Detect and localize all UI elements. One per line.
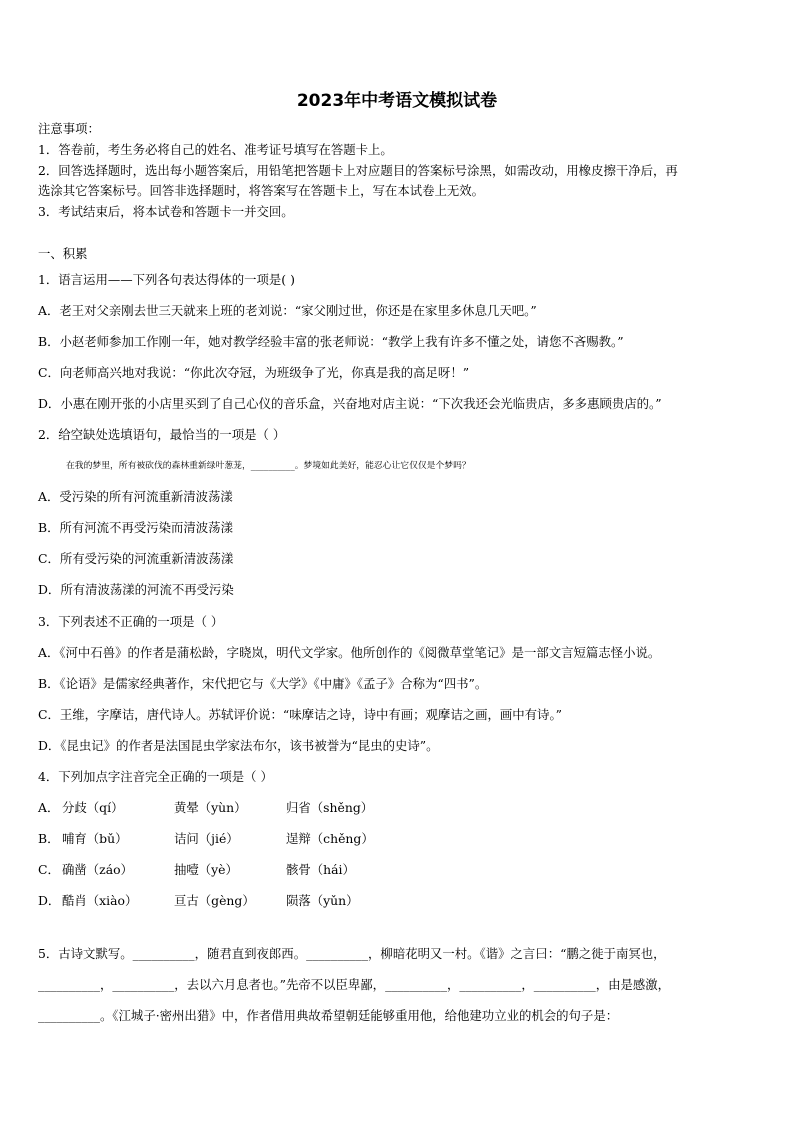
question-1-option-c: C．向老师高兴地对我说：“你此次夺冠，为班级争了光，你真是我的高足呀！”	[38, 365, 470, 380]
question-2-option-a: A．受污染的所有河流重新清波荡漾	[38, 489, 233, 504]
option-word: 亘古（gèng）	[174, 893, 255, 908]
question-5-line: 5．古诗文默写。__________，随君直到夜郎西。__________，柳暗花明又一村。《谐》之言曰：“鹏之徙于南冥也，	[38, 946, 666, 961]
option-word: 抽噎（yè）	[174, 862, 238, 877]
option-letter: A．	[38, 800, 60, 815]
question-3-option-b: B．《论语》是儒家经典著作，宋代把它与《大学》《中庸》《孟子》合称为“四书”。	[38, 676, 488, 691]
notice-item: 2．回答选择题时，选出每小题答案后，用铅笔把答题卡上对应题目的答案标号涂黑，如需改动，用橡皮擦干净后，再	[38, 163, 678, 178]
option-word: 诘问（jié）	[174, 831, 239, 846]
notice-item: 3．考试结束后，将本试卷和答题卡一并交回。	[38, 204, 294, 219]
option-letter: B．	[38, 831, 60, 846]
question-2-stem: 2．给空缺处选填语句，最恰当的一项是（ ）	[38, 427, 286, 442]
option-word: 骸骨（hái）	[286, 862, 355, 877]
section-heading: 一、积累	[38, 246, 88, 261]
question-5-line: __________。《江城子·密州出猎》中，作者借用典故希望朝廷能够重用他，给他建功立业的机会的句子是：	[38, 1008, 619, 1023]
question-2-option-c: C．所有受污染的河流重新清波荡漾	[38, 551, 234, 566]
question-1-option-d: D．小惠在刚开张的小店里买到了自己心仪的音乐盒，兴奋地对店主说：“下次我还会光临贵店，多多惠顾贵店的。”	[38, 396, 662, 411]
option-word: 逞辩（chěng）	[286, 831, 374, 846]
option-word: 哺育（bǔ）	[62, 831, 128, 846]
question-3-option-c: C．王维，字摩诘，唐代诗人。苏轼评价说：“味摩诘之诗，诗中有画；观摩诘之画，画中有诗。”	[38, 707, 562, 722]
page-title: 2023年中考语文模拟试卷	[296, 91, 498, 111]
notice-item: 选涂其它答案标号。回答非选择题时，将答案写在答题卡上，写在本试卷上无效。	[38, 183, 485, 198]
notice-item: 1．答卷前，考生务必将自己的姓名、准考证号填写在答题卡上。	[38, 142, 393, 157]
question-1-option-b: B．小赵老师参加工作刚一年，她对教学经验丰富的张老师说：“教学上我有许多不懂之处，请您不吝赐教。”	[38, 334, 624, 349]
question-3-stem: 3．下列表述不正确的一项是（ ）	[38, 614, 224, 629]
question-2-passage: 在我的梦里，所有被砍伐的森林重新绿叶葱茏，__________。梦境如此美好，能忍心让它仅仅是个梦吗？	[66, 461, 471, 471]
question-1-option-a: A．老王对父亲刚去世三天就来上班的老刘说：“家父刚过世，你还是在家里多休息几天吧。”	[38, 303, 537, 318]
option-word: 确凿（záo）	[62, 862, 133, 877]
question-1-stem: 1．语言运用——下列各句表达得体的一项是( )	[38, 272, 295, 287]
notice-heading: 注意事项：	[38, 121, 100, 136]
option-word: 陨落（yǔn）	[286, 893, 359, 908]
option-word: 酷肖（xiào）	[62, 893, 138, 908]
option-letter: D．	[38, 893, 61, 908]
question-5-line: __________，__________，去以六月息者也。”先帝不以臣卑鄙，__________，__________，__________，由是感激，	[38, 977, 671, 992]
question-2-option-d: D．所有清波荡漾的河流不再受污染	[38, 582, 234, 597]
question-3-option-a: A．《河中石兽》的作者是蒲松龄，字晓岚，明代文学家。他所创作的《阅微草堂笔记》是一部文言短篇志怪小说。	[38, 645, 661, 660]
question-2-option-b: B．所有河流不再受污染而清波荡漾	[38, 520, 233, 535]
question-3-option-d: D．《昆虫记》的作者是法国昆虫学家法布尔，该书被誉为“昆虫的史诗”。	[38, 738, 439, 753]
option-word: 归省（shěng）	[286, 800, 374, 815]
option-letter: C．	[38, 862, 60, 877]
option-word: 分歧（qí）	[62, 800, 124, 815]
question-4-stem: 4．下列加点字注音完全正确的一项是（ ）	[38, 769, 273, 784]
option-word: 黄晕（yùn）	[174, 800, 247, 815]
